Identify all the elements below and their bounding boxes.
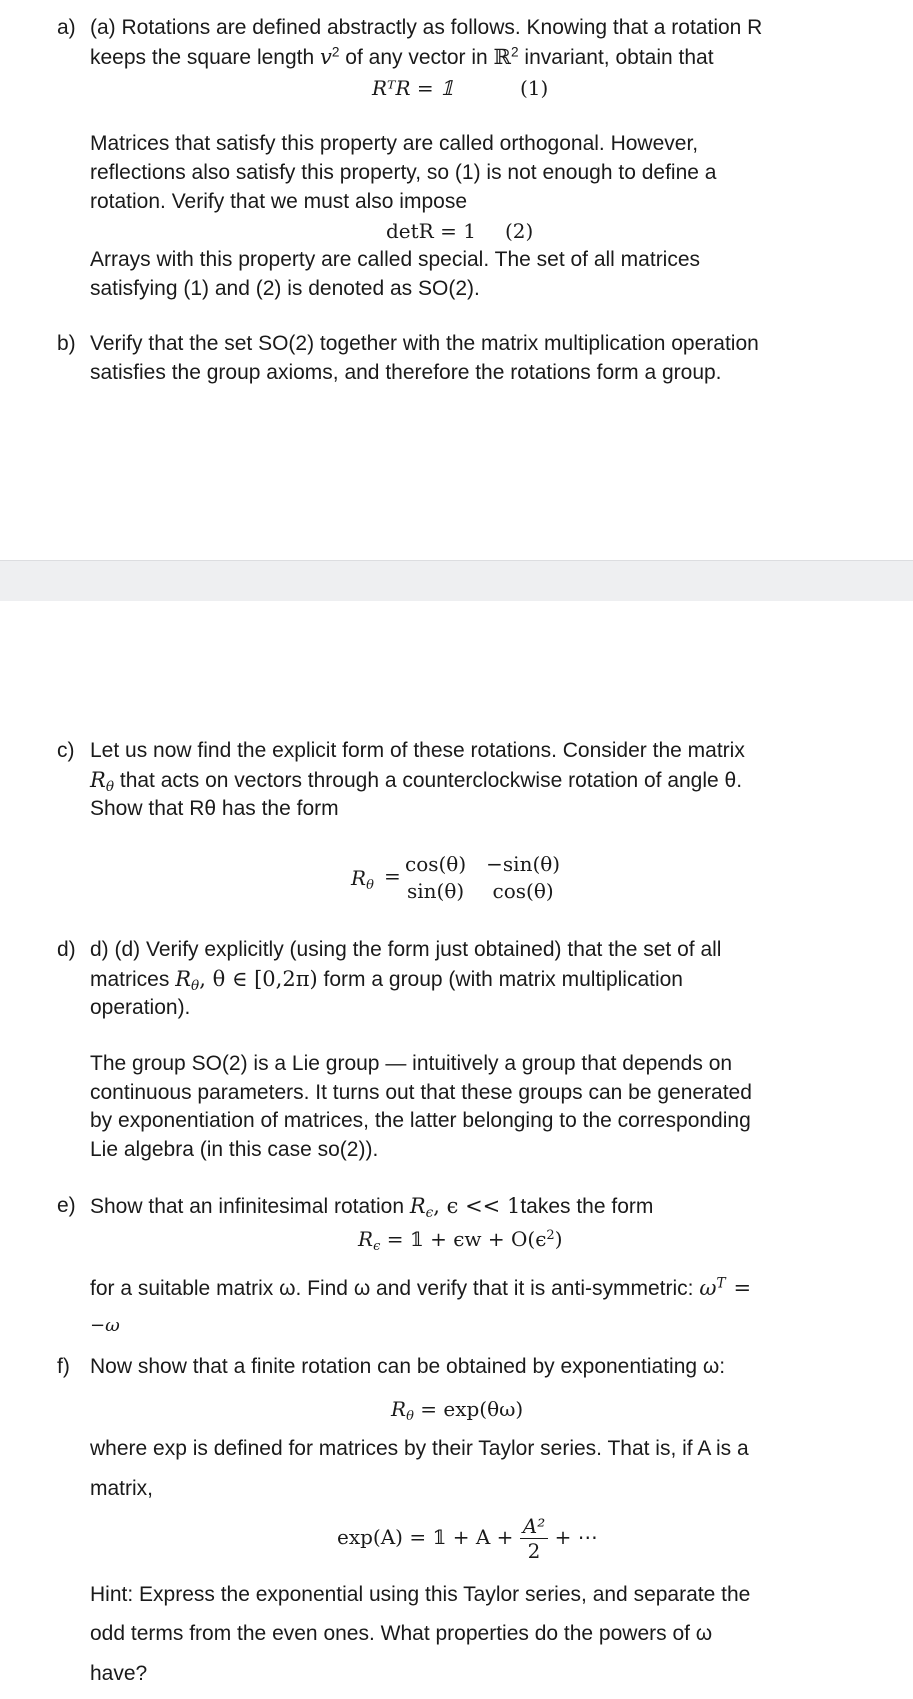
f-line-3: matrix, bbox=[90, 1477, 153, 1500]
a-para2-line-2: reflections also satisfy this property, so (1) is not enough to define a bbox=[90, 161, 717, 184]
item-label-c: c) bbox=[57, 739, 75, 762]
page-separator bbox=[0, 560, 913, 601]
e-line-2: for a suitable matrix ω. Find ω and verify that it is anti-symmetric: $\omega^T$ = bbox=[90, 1275, 752, 1300]
f-line-2: where exp is defined for matrices by their Taylor series. That is, if A is a bbox=[90, 1437, 749, 1460]
a-para3-line-1: Arrays with this property are called special. The set of all matrices bbox=[90, 248, 701, 271]
a-line-1: (a) Rotations are defined abstractly as follows. Knowing that a rotation R bbox=[90, 16, 763, 39]
matrix-cell-2-1: sin(θ) bbox=[406, 879, 465, 903]
rotation-matrix bbox=[395, 851, 570, 905]
d-line-1: d) (d) Verify explicitly (using the form just obtained) that the set of all bbox=[90, 938, 722, 961]
a-para2-line-3: rotation. Verify that we must also impose bbox=[90, 190, 468, 213]
b-line-2: satisfies the group axioms, and therefore the rotations form a group. bbox=[90, 361, 722, 384]
d-para2-line-2: continuous parameters. It turns out that these groups can be generated bbox=[90, 1081, 752, 1104]
equation-orthogonal: RᵀR = 𝟙 bbox=[372, 76, 454, 100]
b-line-1: Verify that the set SO(2) together with the matrix multiplication operation bbox=[90, 332, 759, 355]
a-line-2: keeps the square length $v^2$ of any vector in ℝ$^2$ invariant, obtain that bbox=[90, 44, 714, 69]
item-label-f: f) bbox=[57, 1355, 70, 1378]
equation-determinant: detR = 1 bbox=[386, 219, 476, 243]
hint-line-3: have? bbox=[90, 1662, 148, 1685]
e-line-1: Show that an infinitesimal rotation $R_\epsilon$, ϵ << 1takes the form bbox=[90, 1194, 654, 1222]
d-para2-line-1: The group SO(2) is a Lie group — intuitively a group that depends on bbox=[90, 1052, 733, 1075]
equation-tag-2: (2) bbox=[505, 219, 534, 243]
matrix-cell-1-2: −sin(θ) bbox=[486, 852, 561, 876]
a-para3-line-2: satisfying (1) and (2) is denoted as SO(2). bbox=[90, 277, 480, 300]
fraction-a-squared-over-2: $\frac{\text{A²}}{2}$ bbox=[520, 1514, 548, 1563]
matrix-cell-1-1: cos(θ) bbox=[405, 852, 467, 876]
equation-exponential: $R_\theta = \exp(\theta\omega)$ bbox=[391, 1397, 524, 1424]
c-line-1: Let us now find the explicit form of these rotations. Consider the matrix bbox=[90, 739, 745, 762]
e-line-3: −ω bbox=[90, 1315, 120, 1336]
matrix-cell-2-2: cos(θ) bbox=[492, 879, 554, 903]
d-para2-line-3: by exponentiation of matrices, the latter belonging to the corresponding bbox=[90, 1109, 751, 1132]
item-label-e: e) bbox=[57, 1194, 76, 1217]
a-para2-line-1: Matrices that satisfy this property are called orthogonal. However, bbox=[90, 132, 699, 155]
equation-taylor-series: exp(A) = 𝟙 + A + $\frac{\text{A²}}{2}$ + ⋯ bbox=[337, 1514, 598, 1563]
item-label-d: d) bbox=[57, 938, 76, 961]
item-label-b: b) bbox=[57, 332, 76, 355]
f-line-1: Now show that a finite rotation can be obtained by exponentiating ω: bbox=[90, 1355, 726, 1378]
equation-tag-1: (1) bbox=[520, 76, 549, 100]
d-para2-line-4: Lie algebra (in this case so(2)). bbox=[90, 1138, 379, 1161]
item-label-a: a) bbox=[57, 16, 76, 39]
matrix-equals: = bbox=[384, 864, 401, 888]
hint-line-2: odd terms from the even ones. What properties do the powers of ω bbox=[90, 1622, 713, 1645]
equation-infinitesimal: $R_\epsilon$ = 𝟙 + $\epsilon w + O(\epsilon^2)$ bbox=[358, 1227, 563, 1254]
d-line-2: matrices $R_\theta$, θ ∈ [0,2π) form a group (with matrix multiplication bbox=[90, 967, 683, 995]
c-line-2: $R_\theta$ that acts on vectors through a counterclockwise rotation of angle θ. bbox=[90, 768, 743, 796]
c-line-3: Show that Rθ has the form bbox=[90, 797, 339, 820]
matrix-lhs: $R_\theta$ bbox=[351, 866, 374, 893]
hint-line-1: Hint: Express the exponential using this Taylor series, and separate the bbox=[90, 1583, 751, 1606]
d-line-3: operation). bbox=[90, 996, 191, 1019]
page-top bbox=[0, 0, 913, 560]
